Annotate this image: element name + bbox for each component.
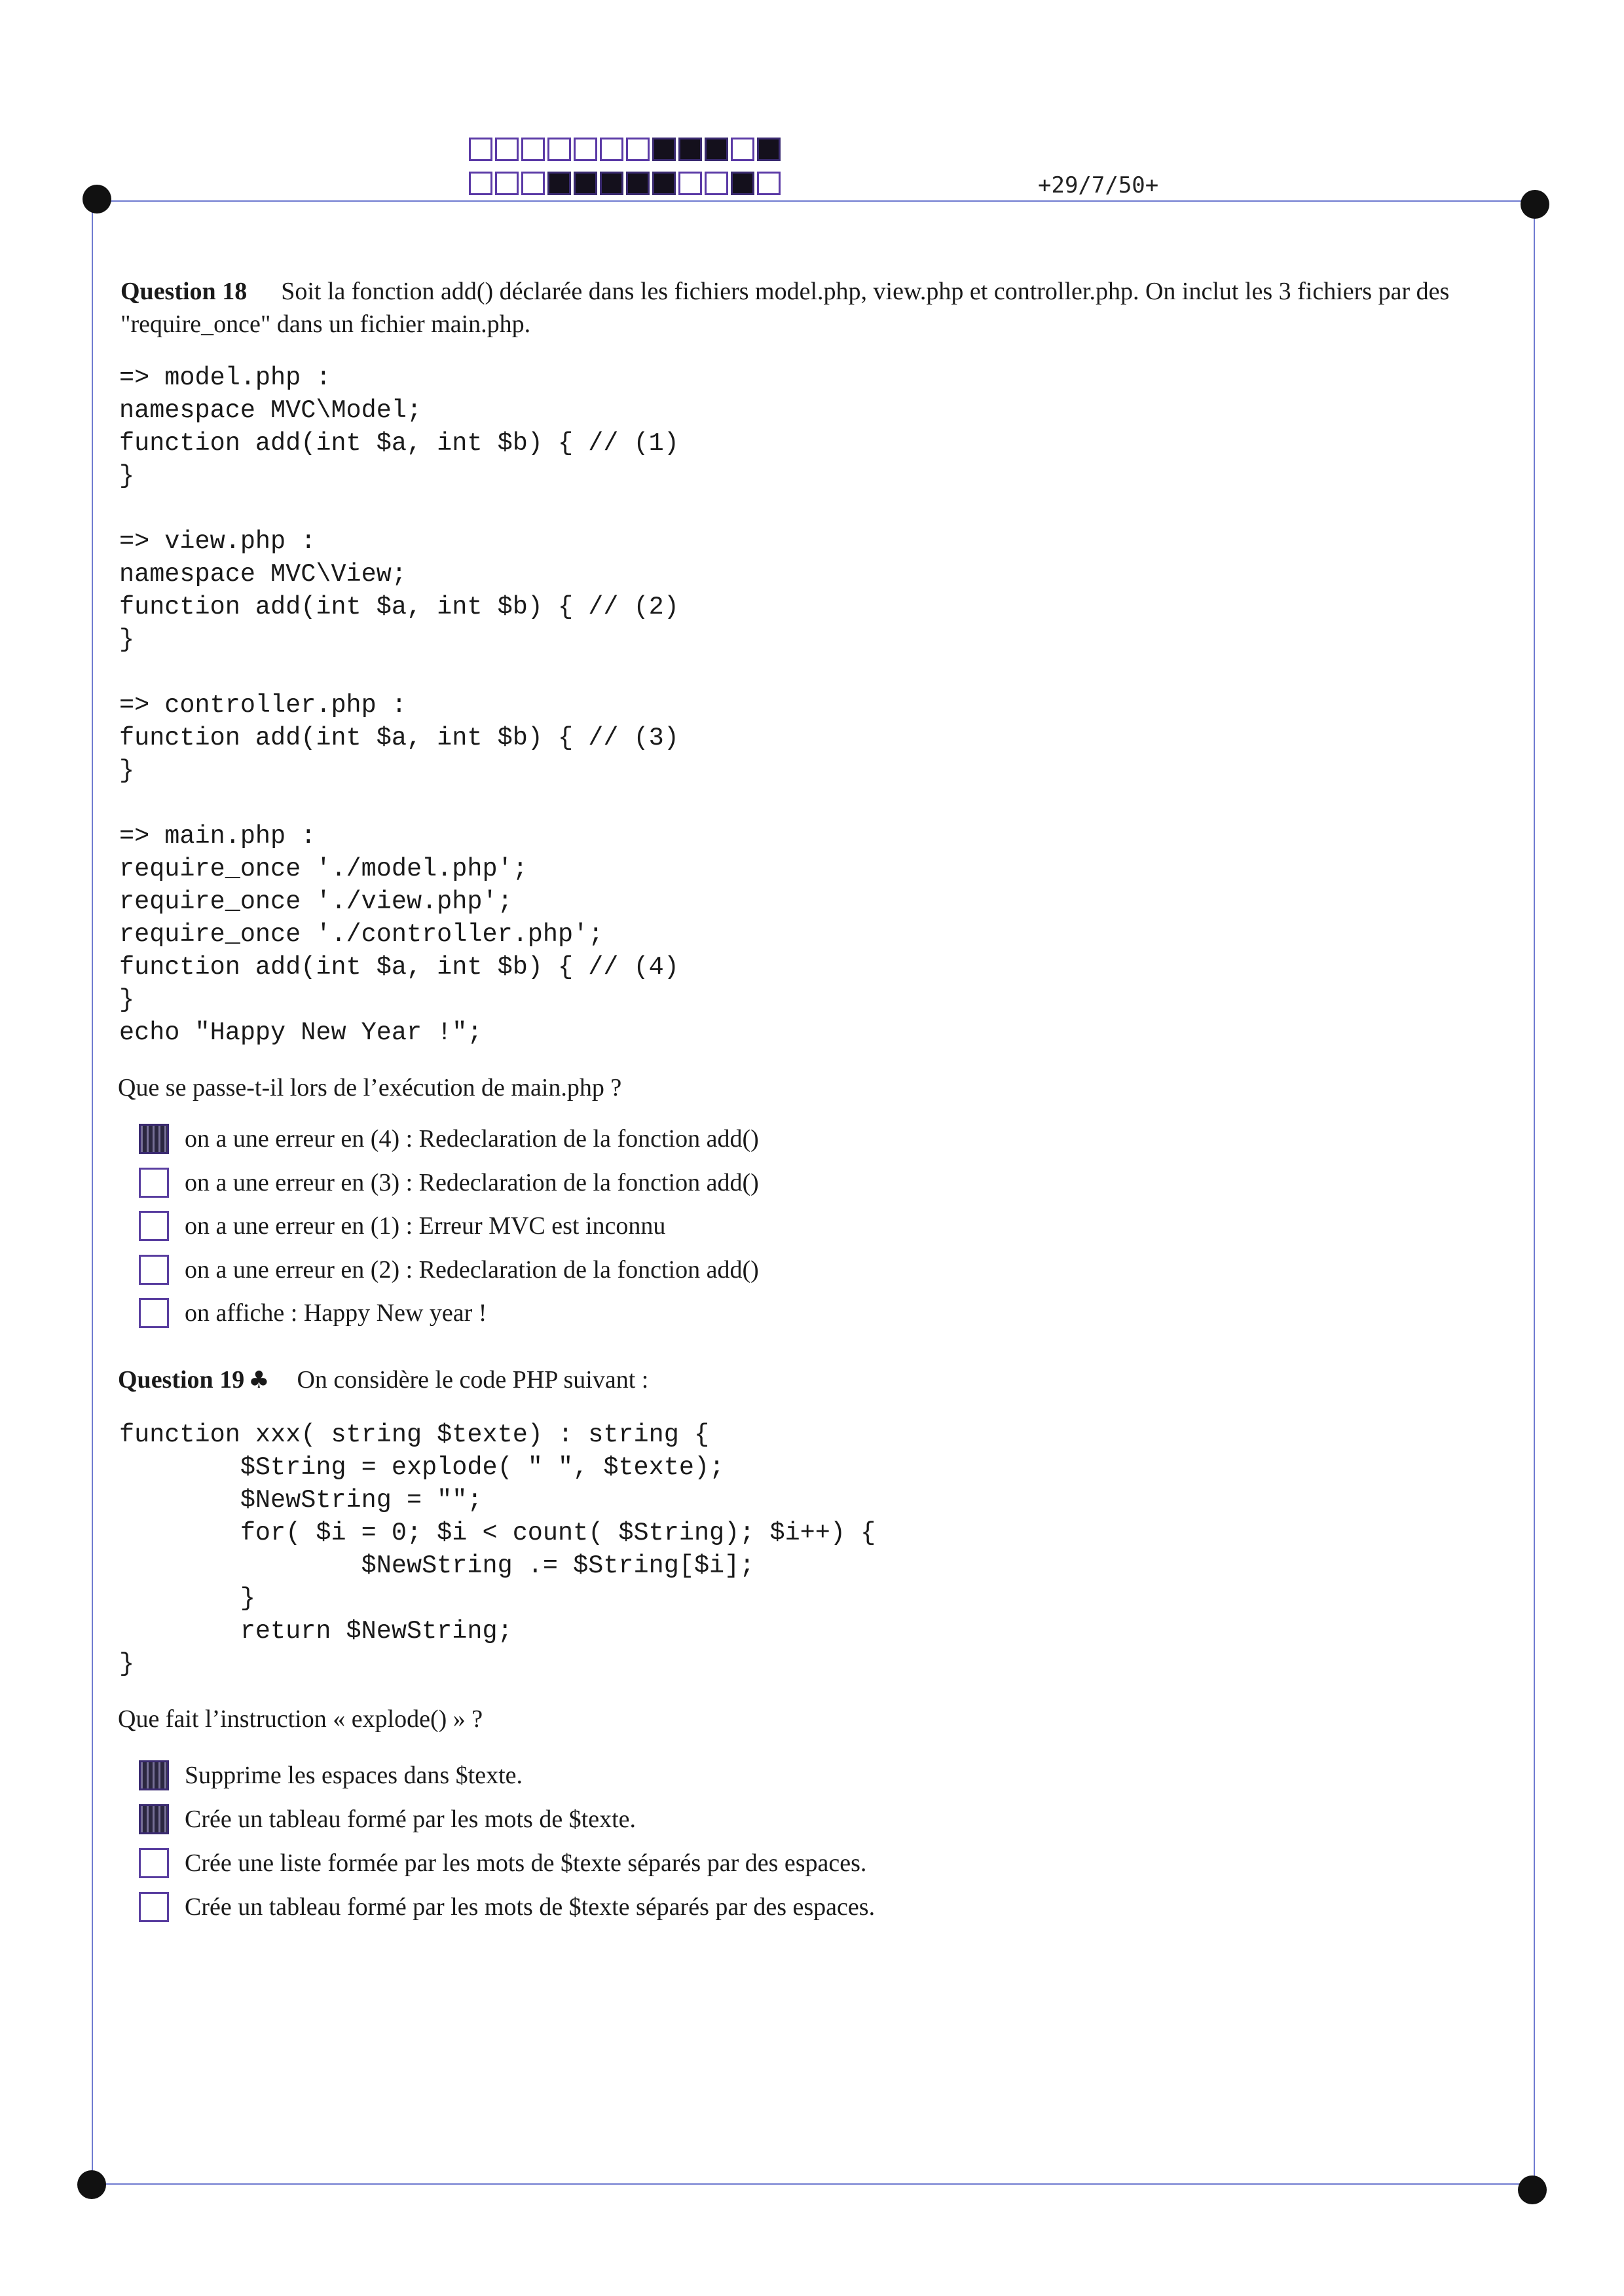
barcode-row-2-cell <box>731 172 754 195</box>
barcode-row-1-cell <box>469 138 492 161</box>
code-line: function add(int $a, int $b) { // (4) <box>119 953 679 982</box>
code-line <box>119 656 679 689</box>
checkbox-checked[interactable] <box>139 1124 169 1154</box>
q19-choice-4[interactable] <box>139 1889 875 1925</box>
barcode-row-2-cell <box>547 172 571 195</box>
code-line: function add(int $a, int $b) { // (3) <box>119 724 679 752</box>
question-18-prompt: Que se passe-t-il lors de l’exécution de main.php ? <box>118 1074 622 1102</box>
checkbox[interactable] <box>139 1848 169 1878</box>
barcode-row-2 <box>469 172 783 195</box>
question-19-statement: On considère le code PHP suivant : <box>297 1366 649 1394</box>
question-18-number: Question 18 <box>120 278 248 305</box>
barcode-row-2-cell <box>521 172 545 195</box>
code-line: } <box>119 1650 135 1678</box>
club-icon: ♣ <box>248 1367 270 1394</box>
q19-choice-3[interactable] <box>139 1845 866 1881</box>
code-line: => main.php : <box>119 822 316 851</box>
choice-label: Crée un tableau formé par les mots de $texte. <box>185 1805 637 1833</box>
code-line: } <box>119 1584 255 1613</box>
question-18-intro <box>120 275 1522 341</box>
code-line <box>119 492 679 525</box>
code-line: return $NewString; <box>119 1617 513 1646</box>
barcode-row-2-cell <box>757 172 781 195</box>
code-line: namespace MVC\Model; <box>119 396 422 425</box>
choice-label: Crée une liste formée par les mots de $texte séparés par des espaces. <box>185 1849 867 1877</box>
barcode-row-1-cell <box>757 138 781 161</box>
question-19-number: Question 19 <box>118 1366 245 1394</box>
code-line: $NewString = ""; <box>119 1486 483 1515</box>
code-line: namespace MVC\View; <box>119 560 407 589</box>
choice-label: on a une erreur en (4) : Redeclaration de la fonction add() <box>185 1125 759 1153</box>
barcode-row-1-cell <box>521 138 545 161</box>
frame-right-line <box>1534 200 1535 2185</box>
choice-label: on affiche : Happy New year ! <box>185 1299 487 1327</box>
question-18-statement: Soit la fonction add() déclarée dans les fichiers model.php, view.php et controller.php. On inclut les 3 fichiers par des "require_once" dans un fichier main.php. <box>120 278 1450 338</box>
choice-label: on a une erreur en (3) : Redeclaration de la fonction add() <box>185 1168 759 1196</box>
barcode-row-1-cell <box>495 138 519 161</box>
checkbox[interactable] <box>139 1255 169 1285</box>
barcode-row-1-cell <box>678 138 702 161</box>
corner-mark-top-right <box>1521 190 1549 219</box>
choice-label: on a une erreur en (1) : Erreur MVC est inconnu <box>185 1212 666 1240</box>
corner-mark-bottom-right <box>1518 2176 1547 2204</box>
q19-choice-1[interactable] <box>139 1758 523 1793</box>
barcode-row-1-cell <box>705 138 728 161</box>
checkbox[interactable] <box>139 1211 169 1241</box>
barcode-row-2-cell <box>678 172 702 195</box>
choice-label: Crée un tableau formé par les mots de $texte séparés par des espaces. <box>185 1893 876 1921</box>
frame-top-line <box>97 200 1535 202</box>
corner-mark-top-left <box>83 185 111 213</box>
checkbox[interactable] <box>139 1892 169 1922</box>
code-line: $String = explode( " ", $texte); <box>119 1453 725 1482</box>
barcode-row-2-cell <box>469 172 492 195</box>
code-line: => model.php : <box>119 363 331 392</box>
code-line: => view.php : <box>119 527 316 556</box>
q18-choice-3[interactable] <box>139 1208 665 1244</box>
checkbox[interactable] <box>139 1298 169 1328</box>
question-18-code <box>119 361 679 1049</box>
code-line: } <box>119 986 135 1014</box>
q18-choice-4[interactable] <box>139 1252 759 1287</box>
barcode-row-2-cell <box>495 172 519 195</box>
code-line: $NewString .= $String[$i]; <box>119 1551 755 1580</box>
checkbox[interactable] <box>139 1168 169 1198</box>
frame-bottom-line <box>92 2183 1535 2185</box>
code-line: function xxx( string $texte) : string { <box>119 1420 710 1449</box>
barcode-row-1-cell <box>731 138 754 161</box>
sheet-id: +29/7/50+ <box>1038 172 1159 198</box>
code-line: } <box>119 462 135 491</box>
question-19-intro <box>118 1363 648 1397</box>
barcode-row-2-cell <box>626 172 650 195</box>
code-line: require_once './model.php'; <box>119 855 528 883</box>
barcode-row-2-cell <box>652 172 676 195</box>
barcode-row-1-cell <box>652 138 676 161</box>
code-line <box>119 787 679 820</box>
barcode-row-2-cell <box>600 172 623 195</box>
frame-left-line <box>92 200 93 2185</box>
choice-label: on a une erreur en (2) : Redeclaration de la fonction add() <box>185 1255 759 1284</box>
code-line: } <box>119 625 135 654</box>
checkbox-checked[interactable] <box>139 1804 169 1834</box>
question-19-prompt: Que fait l’instruction « explode() » ? <box>118 1705 483 1733</box>
barcode-row-1 <box>469 138 783 161</box>
code-line: echo "Happy New Year !"; <box>119 1018 483 1047</box>
code-line: for( $i = 0; $i < count( $String); $i++) { <box>119 1519 876 1547</box>
barcode-row-2-cell <box>574 172 597 195</box>
code-line: } <box>119 756 135 785</box>
barcode-row-1-cell <box>626 138 650 161</box>
code-line: require_once './view.php'; <box>119 887 513 916</box>
q18-choice-2[interactable] <box>139 1165 759 1200</box>
checkbox-checked[interactable] <box>139 1760 169 1790</box>
code-line: function add(int $a, int $b) { // (1) <box>119 429 679 458</box>
barcode-row-1-cell <box>574 138 597 161</box>
question-19-code <box>119 1418 876 1680</box>
q19-choice-2[interactable] <box>139 1802 636 1837</box>
code-line: function add(int $a, int $b) { // (2) <box>119 593 679 621</box>
code-line: => controller.php : <box>119 691 407 720</box>
q18-choice-5[interactable] <box>139 1295 487 1331</box>
barcode-row-1-cell <box>600 138 623 161</box>
barcode-row-1-cell <box>547 138 571 161</box>
code-line: require_once './controller.php'; <box>119 920 604 949</box>
q18-choice-1[interactable] <box>139 1121 759 1157</box>
barcode-row-2-cell <box>705 172 728 195</box>
corner-mark-bottom-left <box>77 2170 106 2199</box>
choice-label: Supprime les espaces dans $texte. <box>185 1762 523 1789</box>
